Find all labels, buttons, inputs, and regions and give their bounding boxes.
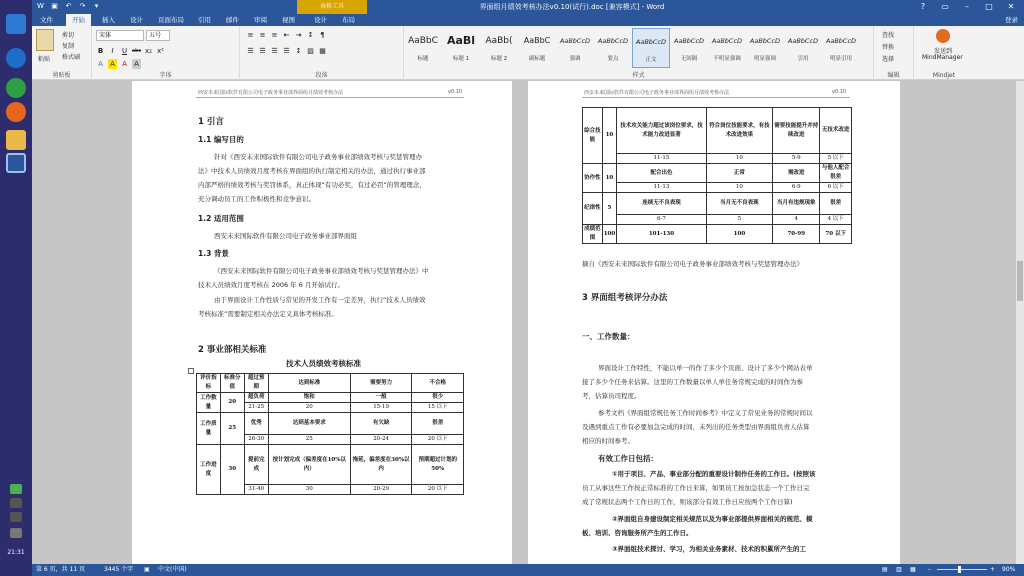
table-cell[interactable]: 优秀	[244, 413, 268, 435]
table-cell[interactable]: 一般	[350, 393, 412, 403]
send-to-label[interactable]: 发送到	[934, 48, 953, 55]
help-icon[interactable]: ?	[920, 2, 926, 11]
decrease-indent-icon[interactable]: ⇤	[283, 31, 290, 39]
firefox-icon[interactable]	[6, 102, 26, 122]
minimize-icon[interactable]: –	[965, 2, 969, 11]
editing-group	[874, 26, 914, 80]
style-item[interactable]	[784, 28, 822, 68]
style-item[interactable]	[594, 28, 632, 68]
tab-insert[interactable]: 插入	[102, 16, 115, 24]
r-para-3-line-3: 成了常规状态两个工作日的工作，则该部分有效工作日应按两个工作日算)	[582, 498, 793, 506]
style-sample: AaBbCcD	[711, 37, 743, 45]
r-para-2-line-1: 参考文档《界面组常规任务工作时间参考》中定义了常见业务的常规时间以	[598, 409, 813, 417]
clipboard-group	[32, 26, 92, 80]
tab-references[interactable]: 引用	[198, 16, 211, 24]
table-row	[583, 225, 852, 244]
style-sample: AaBbCcD	[825, 37, 857, 45]
style-name: 正文	[645, 57, 657, 63]
mindmanager-label[interactable]: MindManager	[922, 54, 963, 61]
undo-icon[interactable]: ↶	[65, 2, 72, 10]
table-header-cell[interactable]: 超过预期	[244, 374, 268, 393]
table-cell[interactable]: 11-15	[617, 154, 707, 164]
style-sample: AaBbCcD	[559, 37, 591, 45]
align-center-icon[interactable]: ☰	[259, 47, 266, 55]
mindjet-group	[914, 26, 974, 80]
r-para-2-line-2: 及遇到重点工作有必要加急完成的时间，未列出的任务类型由界面组负责人估算	[582, 423, 810, 431]
section-1-heading: 1 引言	[198, 117, 224, 127]
table-cell[interactable]: 15 以下	[412, 403, 464, 413]
char-shading-button[interactable]: A	[132, 59, 141, 69]
font-color-row	[96, 59, 141, 69]
section-1-2-heading: 1.2 适用范围	[198, 214, 244, 223]
table-cell[interactable]: 30	[268, 485, 350, 495]
para-3-line-4: 考核标准”需要制定相关办法定义具体考核标准。	[198, 310, 338, 318]
style-sample: AaBbCcD	[673, 37, 705, 45]
table-cell[interactable]: 20 以下	[412, 485, 464, 495]
table-cell[interactable]: 预期超过计划的50%	[412, 445, 464, 485]
sort-icon[interactable]: ↕	[307, 31, 314, 39]
save-icon[interactable]: ▣	[51, 2, 58, 10]
style-sample: AaBbCcD	[597, 37, 629, 45]
font-group	[92, 26, 240, 80]
style-name: 无间隔	[680, 56, 698, 62]
tab-file[interactable]: 文件	[34, 14, 59, 26]
r-para-1-line-2: 接了多少个任务来估算。这里的工作数量以单人单任务常规完成的时间作为参	[582, 378, 803, 386]
styles-group-label: 样式	[632, 72, 645, 79]
line-spacing-icon[interactable]: ↕	[295, 47, 302, 55]
table-cell[interactable]: 技术攻关能力超过该岗位要求，技术能力改进显著	[617, 108, 707, 154]
table-cell[interactable]: 正常	[706, 164, 772, 183]
table-cell[interactable]: 5-9	[773, 154, 820, 164]
font-color-button[interactable]: A	[122, 60, 127, 68]
chrome-browser-icon[interactable]	[6, 78, 26, 98]
table-cell[interactable]: 当月有违规现象	[773, 193, 820, 215]
multilevel-list-icon[interactable]: ≡	[271, 31, 278, 39]
document-area[interactable]	[32, 81, 1024, 564]
table-cell[interactable]: 10	[706, 154, 772, 164]
tab-mailings[interactable]: 邮件	[226, 16, 239, 24]
table-cell[interactable]: 当月无不良表现	[706, 193, 772, 215]
bullets-icon[interactable]: ≡	[247, 31, 254, 39]
table-cell[interactable]: 11-13	[617, 183, 707, 193]
para-3-line-1: 《西安未来国际软件有限公司电子政务事业部绩效考核与奖惩管理办法》中	[214, 267, 429, 275]
style-name: 明显强调	[753, 56, 776, 62]
zoom-slider-knob[interactable]	[958, 566, 961, 573]
input-method-icon[interactable]	[10, 528, 22, 538]
table-row	[583, 193, 852, 215]
table-row	[583, 154, 852, 164]
table-row	[583, 108, 852, 154]
section-2-heading: 2 事业部相关标准	[198, 345, 267, 355]
style-sample: AaBl	[446, 34, 476, 47]
word-count[interactable]: 3445 个字	[104, 566, 134, 573]
table-cell[interactable]: 6-9	[773, 183, 820, 193]
performance-table-right[interactable]	[582, 107, 852, 244]
format-painter-button[interactable]: 格式刷	[62, 54, 81, 61]
table-cell[interactable]: 与他人配合很差	[820, 164, 852, 183]
table-cell[interactable]: 需要技能提升并持续改进	[773, 108, 820, 154]
style-item[interactable]	[556, 28, 594, 68]
page-header-right: 西安未来国际软件有限公司电子政务事业部界面组月绩效考核办法	[584, 90, 730, 96]
para-1-line-3: 内部严格的绩效考核与奖罚体系，真正体现“有功必奖，有过必罚”的管理理念，	[198, 181, 426, 189]
style-item[interactable]	[518, 28, 556, 68]
table-cell[interactable]: 4 以下	[820, 215, 852, 225]
paragraph-row-1	[246, 30, 327, 40]
style-name: 标题 2	[490, 56, 508, 62]
font-format-row	[96, 46, 165, 56]
score-cell[interactable]: 10	[602, 108, 616, 164]
style-name: 引用	[797, 56, 809, 62]
web-layout-icon[interactable]: ▦	[910, 566, 916, 573]
section-1-1-heading: 1.1 编写目的	[198, 135, 244, 144]
row-label-cell[interactable]: 纪律性	[583, 193, 603, 225]
table-cell[interactable]: 很差	[820, 193, 852, 215]
score-cell[interactable]: 10	[602, 164, 616, 193]
style-name: 明显引用	[829, 56, 852, 62]
table-cell[interactable]: 20 以下	[412, 435, 464, 445]
table-tools-context: 表格工具	[297, 0, 367, 14]
table-cell[interactable]: 有欠缺	[350, 413, 412, 435]
tab-table-layout[interactable]: 布局	[342, 16, 355, 24]
row-label-cell[interactable]: 综合技能	[583, 108, 603, 164]
styles-group	[404, 26, 874, 80]
table-cell[interactable]: 26-30	[244, 435, 268, 445]
page-header-left: 西安未来国际软件有限公司电子政务事业部界面组月绩效考核办法	[198, 90, 344, 96]
text-effects-button[interactable]: A	[98, 60, 103, 68]
table-cell[interactable]: 5	[706, 215, 772, 225]
maximize-icon[interactable]: □	[985, 2, 993, 11]
table-cell[interactable]: 6-7	[617, 215, 707, 225]
r-para-3-line-1: ①用于项目、产品、事业部分配的重要设计制作任务的工作日。(按照该	[612, 470, 816, 478]
table-header-cell[interactable]: 评价指标	[197, 374, 221, 393]
table-cell[interactable]: 31-40	[244, 485, 268, 495]
cut-button[interactable]: 剪切	[62, 32, 75, 39]
style-item[interactable]	[404, 28, 442, 68]
title-bar	[32, 0, 1024, 14]
tab-view[interactable]: 视图	[282, 16, 295, 24]
para-1-line-1: 针对《西安未来国际软件有限公司电子政务事业部绩效考核与奖惩管理办	[214, 153, 422, 161]
page-left[interactable]	[132, 81, 512, 564]
table-cell[interactable]: 饱和	[268, 393, 350, 403]
table-cell[interactable]: 20-29	[350, 485, 412, 495]
borders-icon[interactable]: ▦	[319, 47, 326, 55]
style-name: 强调	[569, 56, 581, 62]
header-rule	[196, 97, 464, 98]
row-label-cell[interactable]: 协作性	[583, 164, 603, 193]
page-right[interactable]	[528, 81, 900, 564]
paste-button[interactable]: 粘贴	[38, 56, 51, 63]
tab-table-design[interactable]: 设计	[314, 16, 327, 24]
superscript-button[interactable]: x²	[157, 47, 164, 55]
increase-indent-icon[interactable]: ⇥	[295, 31, 302, 39]
ribbon	[32, 26, 1024, 80]
r-para-1-line-1: 界面设计工作特性，不能以单一的作了多少个页面、设计了多少个网站表单	[598, 364, 813, 372]
score-cell[interactable]: 100	[602, 225, 616, 244]
score-cell[interactable]: 20	[220, 393, 244, 413]
style-name: 标题	[417, 56, 429, 62]
paragraph-group	[240, 26, 404, 80]
align-right-icon[interactable]: ☰	[271, 47, 278, 55]
zoom-level[interactable]: 90%	[1002, 566, 1016, 573]
table-row	[197, 445, 464, 485]
clipboard-group-label: 剪贴板	[52, 72, 71, 79]
tab-design[interactable]: 设计	[130, 16, 143, 24]
score-cell[interactable]: 30	[220, 445, 244, 495]
tab-review[interactable]: 审阅	[254, 16, 267, 24]
r-para-4-line-2: 板、培训、咨询服务所产生的工作日。	[582, 529, 693, 537]
style-sample: AaBbCcD	[787, 37, 819, 45]
language[interactable]: 中文(中国)	[158, 566, 187, 573]
quick-access-toolbar	[36, 2, 101, 11]
table-cell[interactable]: 101-130	[617, 225, 707, 244]
table-move-handle[interactable]	[188, 368, 194, 374]
show-marks-icon[interactable]: ¶	[320, 31, 325, 39]
word-window	[32, 0, 1024, 576]
style-item[interactable]	[822, 28, 860, 68]
table-cell[interactable]: 超负荷	[244, 393, 268, 403]
table-cell[interactable]: 20	[268, 403, 350, 413]
r-para-3-line-2: 员工从事这些工作按正常标准的工作日来算，如果员工按加急状态一个工作日完	[582, 484, 810, 492]
zoom-out-icon[interactable]: –	[928, 566, 931, 573]
table-row	[583, 183, 852, 193]
r-para-2-line-3: 相应的时间参考。	[582, 437, 634, 445]
table-cell[interactable]: 无技术改进	[820, 108, 852, 154]
table-cell[interactable]: 需改进	[773, 164, 820, 183]
font-group-label: 字体	[159, 72, 172, 79]
proofing-icon[interactable]: ▣	[144, 566, 150, 573]
effective-workdays-title: 有效工作日包括：	[598, 454, 658, 463]
zoom-slider[interactable]	[937, 569, 987, 570]
ribbon-display-icon[interactable]: ▭	[941, 2, 949, 11]
page-header-version-left: v0.10	[448, 89, 463, 95]
vertical-scrollbar[interactable]	[1016, 81, 1024, 564]
print-layout-icon[interactable]: ▥	[896, 566, 902, 573]
table-row	[197, 393, 464, 403]
row-label-cell[interactable]: 工作数量	[197, 393, 221, 413]
table-row	[583, 215, 852, 225]
paragraph-row-2	[246, 46, 327, 56]
style-name: 标题 1	[452, 56, 470, 62]
table-cell[interactable]: 达到基本要求	[268, 413, 350, 435]
table-cell[interactable]: 5 以下	[820, 154, 852, 164]
windows-taskbar	[0, 0, 32, 576]
style-name: 副标题	[528, 56, 546, 62]
italic-button[interactable]: I	[111, 47, 114, 55]
r-para-4-line-1: ②界面组自身建设制定相关规范以及为事业部提供界面相关的规范、模	[612, 515, 813, 523]
table-cell[interactable]: 拖延，偏差度在30%以内	[350, 445, 412, 485]
table-header-row	[197, 374, 464, 393]
table-cell[interactable]: 15-19	[350, 403, 412, 413]
page-header-version-right: v0.10	[832, 89, 847, 95]
font-size-combo[interactable]: 五号	[146, 30, 170, 41]
table-cell[interactable]: 提前完成	[244, 445, 268, 485]
status-bar	[32, 564, 1024, 576]
table-cell[interactable]: 70-99	[773, 225, 820, 244]
style-item[interactable]	[746, 28, 784, 68]
style-item[interactable]	[708, 28, 746, 68]
word-logo-icon: W	[37, 2, 44, 10]
document-title: 界面组月绩效考核办法v0.10(试行).doc [兼容模式] - Word	[479, 3, 665, 11]
table-cell[interactable]: 6 以下	[820, 183, 852, 193]
underline-button[interactable]: U	[121, 47, 128, 55]
table-row	[583, 164, 852, 183]
style-name: 要点	[607, 56, 619, 62]
para-3-line-2: 技术人员绩效月度考核在 2006 年 6 月开始试行。	[198, 281, 344, 289]
font-name-combo[interactable]: 宋体	[96, 30, 144, 41]
copy-button[interactable]: 复制	[62, 43, 75, 50]
table-header-cell[interactable]: 需要努力	[350, 374, 412, 393]
network-icon[interactable]	[10, 484, 22, 494]
bold-button[interactable]: B	[97, 47, 104, 55]
row-label-cell[interactable]: 成绩范围	[583, 225, 603, 244]
style-item[interactable]	[442, 28, 480, 68]
ie-browser-icon[interactable]	[6, 48, 26, 68]
clock[interactable]: 21:31	[7, 549, 25, 556]
para-2: 西安未来国际软件有限公司电子政务事业部界面组	[214, 232, 357, 240]
redo-icon[interactable]: ↷	[79, 2, 86, 10]
paragraph-group-label: 段落	[315, 72, 328, 79]
table-cell[interactable]: 70 以下	[820, 225, 852, 244]
read-mode-icon[interactable]: ▤	[882, 566, 888, 573]
para-1-line-4: 充分调动员工的工作积极性和竞争意识。	[198, 195, 315, 203]
table-cell[interactable]: 21-25	[244, 403, 268, 413]
table-cell[interactable]: 配合出色	[617, 164, 707, 183]
header-rule-right	[582, 97, 850, 98]
table-title: 技术人员绩效考核标准	[286, 359, 361, 368]
row-label-cell[interactable]: 工作质量	[197, 413, 221, 445]
row-label-cell[interactable]: 工作进度	[197, 445, 221, 495]
sign-in-link[interactable]: 登录	[1005, 16, 1018, 24]
styles-gallery	[404, 28, 860, 68]
performance-table-left[interactable]	[196, 373, 464, 495]
scrollbar-thumb[interactable]	[1017, 261, 1023, 301]
mindmanager-icon[interactable]	[936, 29, 950, 43]
replace-button[interactable]: 替换	[882, 44, 895, 51]
sub-heading-work-quantity: 一、工作数量：	[582, 332, 635, 341]
para-3-line-3: 由于界面设计工作性质与常见的开发工作有一定差异，执行“技术人员绩效	[214, 296, 426, 304]
section-1-3-heading: 1.3 背景	[198, 249, 229, 258]
r-para-5-line-1: ③界面组技术探讨、学习，为相关业务素材、技术的积累所产生的工	[612, 545, 807, 553]
table-header-cell[interactable]: 达到标准	[268, 374, 350, 393]
file-explorer-icon[interactable]	[6, 130, 26, 150]
style-sample: AaBbC	[408, 36, 438, 46]
editing-group-label: 编辑	[887, 72, 900, 79]
windows-start-icon[interactable]	[6, 14, 26, 34]
customize-icon[interactable]: ▾	[94, 2, 99, 10]
align-left-icon[interactable]: ☰	[247, 47, 254, 55]
table-cell[interactable]: 100	[706, 225, 772, 244]
select-button[interactable]: 选择	[882, 56, 895, 63]
style-sample: AaBb(	[485, 36, 513, 46]
battery-icon[interactable]	[10, 512, 22, 522]
table-cell[interactable]: 很差	[412, 413, 464, 435]
tab-page-layout[interactable]: 页面布局	[158, 16, 184, 24]
highlight-button[interactable]: A	[108, 59, 117, 69]
table-cell[interactable]: 按计划完成（偏差度在10%以内）	[268, 445, 350, 485]
style-sample: AaBbC	[523, 36, 551, 45]
subscript-button[interactable]: x₂	[145, 47, 152, 55]
find-button[interactable]: 查找	[882, 32, 895, 39]
table-header-cell[interactable]: 标准分值	[220, 374, 244, 393]
table-row	[197, 413, 464, 435]
numbering-icon[interactable]: ≡	[259, 31, 266, 39]
table-cell[interactable]: 25	[268, 435, 350, 445]
justify-icon[interactable]: ☰	[283, 47, 290, 55]
page-count[interactable]: 第 6 页，共 11 页	[36, 566, 86, 573]
style-item[interactable]	[632, 28, 670, 68]
tab-home[interactable]: 开始	[66, 14, 91, 26]
style-name: 不明显强调	[713, 56, 741, 62]
style-sample: AaBbCcD	[749, 37, 781, 45]
ribbon-tabs	[32, 14, 1024, 26]
score-cell[interactable]: 25	[220, 413, 244, 445]
volume-icon[interactable]	[10, 498, 22, 508]
table-cell[interactable]: 4	[773, 215, 820, 225]
window-controls	[912, 0, 1022, 14]
section-3-heading: 3 界面组考核评分办法	[582, 293, 668, 303]
table-cell[interactable]: 很少	[412, 393, 464, 403]
style-item[interactable]	[670, 28, 708, 68]
table-cell[interactable]: 连续无不良表现	[617, 193, 707, 215]
paste-icon[interactable]	[36, 29, 54, 51]
close-icon[interactable]: ✕	[1007, 2, 1015, 11]
style-item[interactable]	[480, 28, 518, 68]
mindjet-group-label: Mindjet	[932, 72, 956, 79]
r-para-1-line-3: 考，估算员司程度。	[582, 392, 641, 400]
style-sample: AaBbCcD	[635, 38, 667, 46]
table-cell[interactable]: 10	[706, 183, 772, 193]
zoom-in-icon[interactable]: +	[990, 566, 996, 573]
table-cell[interactable]: 20-24	[350, 435, 412, 445]
table-source-note: 摘自《西安未来国际软件有限公司电子政务事业部绩效考核与奖惩管理办法》	[582, 260, 803, 268]
para-1-line-2: 法》中技术人员绩效月度考核在界面组的执行制定相关的办法，通过执行事业部	[198, 167, 426, 175]
shading-icon[interactable]: ▨	[307, 47, 314, 55]
score-cell[interactable]: 5	[602, 193, 616, 225]
table-header-cell[interactable]: 不合格	[412, 374, 464, 393]
word-app-icon[interactable]	[6, 153, 26, 173]
table-cell[interactable]: 符合岗位技能要求，有技术改进效果	[706, 108, 772, 154]
strikethrough-button[interactable]: abc	[132, 48, 141, 54]
